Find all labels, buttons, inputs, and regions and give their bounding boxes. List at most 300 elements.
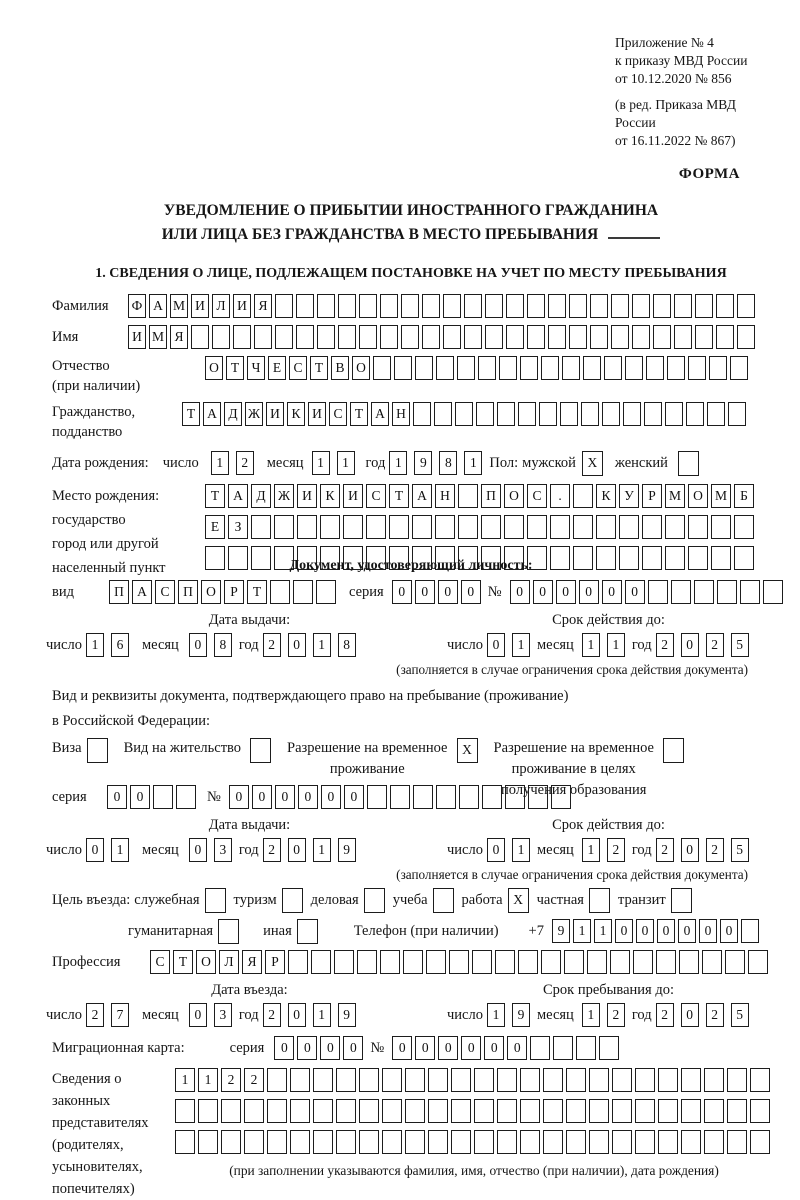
- char-box[interactable]: [527, 294, 545, 318]
- char-box[interactable]: [725, 950, 745, 974]
- char-box[interactable]: [520, 1130, 540, 1154]
- char-box[interactable]: 0: [86, 838, 104, 862]
- char-box[interactable]: 0: [297, 1036, 317, 1060]
- char-box[interactable]: [737, 294, 755, 318]
- char-box[interactable]: [678, 451, 699, 476]
- char-box[interactable]: [221, 1099, 241, 1123]
- char-box[interactable]: 5: [731, 838, 749, 862]
- char-box[interactable]: X: [508, 888, 529, 913]
- char-box[interactable]: [415, 356, 433, 380]
- char-box[interactable]: [359, 294, 377, 318]
- char-box[interactable]: [405, 1068, 425, 1092]
- char-box[interactable]: [635, 1068, 655, 1092]
- char-box[interactable]: [530, 1036, 550, 1060]
- char-box[interactable]: [316, 580, 336, 604]
- char-box[interactable]: [403, 950, 423, 974]
- char-box[interactable]: [428, 1130, 448, 1154]
- char-box[interactable]: 1: [111, 838, 129, 862]
- char-box[interactable]: [459, 785, 479, 809]
- char-box[interactable]: [573, 515, 593, 539]
- char-box[interactable]: 0: [625, 580, 645, 604]
- char-box[interactable]: [505, 785, 525, 809]
- char-box[interactable]: [727, 1130, 747, 1154]
- char-box[interactable]: 0: [681, 1003, 699, 1027]
- char-box[interactable]: 0: [510, 580, 530, 604]
- char-box[interactable]: [566, 1099, 586, 1123]
- char-box[interactable]: [297, 515, 317, 539]
- char-box[interactable]: [336, 1130, 356, 1154]
- char-box[interactable]: А: [203, 402, 221, 426]
- char-box[interactable]: 9: [414, 451, 432, 475]
- char-box[interactable]: 0: [636, 919, 654, 943]
- char-box[interactable]: [550, 515, 570, 539]
- char-box[interactable]: М: [149, 325, 167, 349]
- char-box[interactable]: Е: [268, 356, 286, 380]
- char-box[interactable]: Т: [310, 356, 328, 380]
- char-box[interactable]: [472, 950, 492, 974]
- char-box[interactable]: 0: [298, 785, 318, 809]
- char-box[interactable]: [218, 919, 239, 944]
- char-box[interactable]: [434, 402, 452, 426]
- char-box[interactable]: [541, 950, 561, 974]
- char-box[interactable]: [589, 1068, 609, 1092]
- char-box[interactable]: 2: [221, 1068, 241, 1092]
- char-box[interactable]: [357, 950, 377, 974]
- char-box[interactable]: [589, 1130, 609, 1154]
- char-box[interactable]: Д: [251, 484, 271, 508]
- char-box[interactable]: И: [308, 402, 326, 426]
- char-box[interactable]: [619, 515, 639, 539]
- char-box[interactable]: [635, 1099, 655, 1123]
- char-box[interactable]: Я: [242, 950, 262, 974]
- char-box[interactable]: [583, 356, 601, 380]
- char-box[interactable]: [435, 515, 455, 539]
- char-box[interactable]: [750, 1068, 770, 1092]
- char-box[interactable]: [382, 1099, 402, 1123]
- char-box[interactable]: [175, 1099, 195, 1123]
- char-box[interactable]: [413, 785, 433, 809]
- char-box[interactable]: Я: [170, 325, 188, 349]
- char-box[interactable]: С: [289, 356, 307, 380]
- char-box[interactable]: 0: [274, 1036, 294, 1060]
- char-box[interactable]: 5: [731, 633, 749, 657]
- char-box[interactable]: 6: [111, 633, 129, 657]
- char-box[interactable]: [681, 1099, 701, 1123]
- char-box[interactable]: [694, 580, 714, 604]
- char-box[interactable]: [382, 1068, 402, 1092]
- char-box[interactable]: 3: [214, 838, 232, 862]
- char-box[interactable]: [293, 580, 313, 604]
- char-box[interactable]: [658, 1068, 678, 1092]
- char-box[interactable]: [317, 325, 335, 349]
- char-box[interactable]: 2: [656, 1003, 674, 1027]
- char-box[interactable]: [497, 1068, 517, 1092]
- char-box[interactable]: 1: [582, 633, 600, 657]
- char-box[interactable]: [296, 294, 314, 318]
- char-box[interactable]: Б: [734, 484, 754, 508]
- char-box[interactable]: 0: [107, 785, 127, 809]
- char-box[interactable]: [176, 785, 196, 809]
- char-box[interactable]: [290, 1099, 310, 1123]
- char-box[interactable]: [282, 888, 303, 913]
- char-box[interactable]: [573, 484, 593, 508]
- char-box[interactable]: Ф: [128, 294, 146, 318]
- char-box[interactable]: [428, 1099, 448, 1123]
- char-box[interactable]: [455, 402, 473, 426]
- char-box[interactable]: К: [596, 484, 616, 508]
- char-box[interactable]: [727, 1099, 747, 1123]
- char-box[interactable]: [290, 1130, 310, 1154]
- char-box[interactable]: [311, 950, 331, 974]
- char-box[interactable]: [153, 785, 173, 809]
- char-box[interactable]: [688, 356, 706, 380]
- char-box[interactable]: 0: [461, 1036, 481, 1060]
- char-box[interactable]: [665, 515, 685, 539]
- char-box[interactable]: [497, 1130, 517, 1154]
- char-box[interactable]: [716, 325, 734, 349]
- char-box[interactable]: [589, 888, 610, 913]
- char-box[interactable]: 2: [656, 838, 674, 862]
- char-box[interactable]: 1: [313, 1003, 331, 1027]
- char-box[interactable]: [334, 950, 354, 974]
- char-box[interactable]: 8: [338, 633, 356, 657]
- char-box[interactable]: [604, 356, 622, 380]
- char-box[interactable]: [573, 546, 593, 570]
- char-box[interactable]: 1: [86, 633, 104, 657]
- char-box[interactable]: [267, 1068, 287, 1092]
- char-box[interactable]: У: [619, 484, 639, 508]
- char-box[interactable]: [205, 546, 225, 570]
- char-box[interactable]: [478, 356, 496, 380]
- char-box[interactable]: [581, 402, 599, 426]
- char-box[interactable]: [443, 294, 461, 318]
- char-box[interactable]: 0: [189, 838, 207, 862]
- char-box[interactable]: 0: [487, 633, 505, 657]
- char-box[interactable]: 0: [615, 919, 633, 943]
- char-box[interactable]: [566, 1130, 586, 1154]
- char-box[interactable]: [451, 1099, 471, 1123]
- char-box[interactable]: [457, 356, 475, 380]
- char-box[interactable]: 0: [556, 580, 576, 604]
- char-box[interactable]: 0: [438, 580, 458, 604]
- char-box[interactable]: [632, 294, 650, 318]
- char-box[interactable]: С: [527, 484, 547, 508]
- char-box[interactable]: [717, 580, 737, 604]
- char-box[interactable]: [569, 294, 587, 318]
- char-box[interactable]: Н: [392, 402, 410, 426]
- char-box[interactable]: [560, 402, 578, 426]
- char-box[interactable]: [541, 356, 559, 380]
- char-box[interactable]: П: [109, 580, 129, 604]
- char-box[interactable]: [436, 785, 456, 809]
- char-box[interactable]: [520, 356, 538, 380]
- char-box[interactable]: [313, 1130, 333, 1154]
- char-box[interactable]: 1: [337, 451, 355, 475]
- char-box[interactable]: [267, 1130, 287, 1154]
- char-box[interactable]: 8: [214, 633, 232, 657]
- char-box[interactable]: [548, 294, 566, 318]
- char-box[interactable]: М: [711, 484, 731, 508]
- char-box[interactable]: [695, 325, 713, 349]
- char-box[interactable]: [290, 1068, 310, 1092]
- char-box[interactable]: [481, 515, 501, 539]
- char-box[interactable]: [426, 950, 446, 974]
- char-box[interactable]: [198, 1130, 218, 1154]
- char-box[interactable]: [750, 1130, 770, 1154]
- char-box[interactable]: Т: [389, 484, 409, 508]
- char-box[interactable]: [644, 402, 662, 426]
- char-box[interactable]: [405, 1099, 425, 1123]
- char-box[interactable]: Ж: [245, 402, 263, 426]
- char-box[interactable]: [602, 402, 620, 426]
- char-box[interactable]: [518, 950, 538, 974]
- char-box[interactable]: 0: [343, 1036, 363, 1060]
- char-box[interactable]: 5: [731, 1003, 749, 1027]
- char-box[interactable]: 0: [415, 1036, 435, 1060]
- char-box[interactable]: [704, 1130, 724, 1154]
- char-box[interactable]: [667, 356, 685, 380]
- char-box[interactable]: Р: [642, 484, 662, 508]
- char-box[interactable]: [566, 1068, 586, 1092]
- char-box[interactable]: Е: [205, 515, 225, 539]
- char-box[interactable]: И: [266, 402, 284, 426]
- char-box[interactable]: 0: [321, 785, 341, 809]
- char-box[interactable]: Р: [224, 580, 244, 604]
- char-box[interactable]: Т: [173, 950, 193, 974]
- char-box[interactable]: [562, 356, 580, 380]
- char-box[interactable]: 2: [656, 633, 674, 657]
- char-box[interactable]: 9: [512, 1003, 530, 1027]
- char-box[interactable]: 0: [320, 1036, 340, 1060]
- char-box[interactable]: О: [352, 356, 370, 380]
- char-box[interactable]: [405, 1130, 425, 1154]
- char-box[interactable]: [520, 1099, 540, 1123]
- char-box[interactable]: Р: [265, 950, 285, 974]
- char-box[interactable]: [707, 402, 725, 426]
- char-box[interactable]: Т: [350, 402, 368, 426]
- char-box[interactable]: А: [371, 402, 389, 426]
- char-box[interactable]: [548, 325, 566, 349]
- char-box[interactable]: [716, 294, 734, 318]
- char-box[interactable]: [551, 785, 571, 809]
- char-box[interactable]: [221, 1130, 241, 1154]
- char-box[interactable]: [233, 325, 251, 349]
- char-box[interactable]: [611, 294, 629, 318]
- char-box[interactable]: [251, 515, 271, 539]
- char-box[interactable]: [401, 294, 419, 318]
- char-box[interactable]: [267, 1099, 287, 1123]
- char-box[interactable]: [359, 1130, 379, 1154]
- char-box[interactable]: М: [170, 294, 188, 318]
- char-box[interactable]: 0: [288, 633, 306, 657]
- char-box[interactable]: Л: [219, 950, 239, 974]
- char-box[interactable]: [528, 785, 548, 809]
- char-box[interactable]: [449, 950, 469, 974]
- char-box[interactable]: А: [228, 484, 248, 508]
- char-box[interactable]: Т: [247, 580, 267, 604]
- char-box[interactable]: [711, 515, 731, 539]
- char-box[interactable]: [474, 1068, 494, 1092]
- char-box[interactable]: 0: [681, 633, 699, 657]
- char-box[interactable]: 9: [338, 1003, 356, 1027]
- char-box[interactable]: [704, 1068, 724, 1092]
- char-box[interactable]: [569, 325, 587, 349]
- char-box[interactable]: 2: [706, 838, 724, 862]
- char-box[interactable]: 0: [657, 919, 675, 943]
- char-box[interactable]: [590, 325, 608, 349]
- char-box[interactable]: [702, 950, 722, 974]
- char-box[interactable]: [504, 515, 524, 539]
- char-box[interactable]: 0: [507, 1036, 527, 1060]
- char-box[interactable]: 2: [706, 1003, 724, 1027]
- char-box[interactable]: С: [155, 580, 175, 604]
- char-box[interactable]: [679, 950, 699, 974]
- char-box[interactable]: 9: [338, 838, 356, 862]
- char-box[interactable]: 7: [111, 1003, 129, 1027]
- char-box[interactable]: З: [228, 515, 248, 539]
- char-box[interactable]: [730, 356, 748, 380]
- char-box[interactable]: [727, 1068, 747, 1092]
- char-box[interactable]: [590, 294, 608, 318]
- char-box[interactable]: [390, 785, 410, 809]
- char-box[interactable]: 1: [487, 1003, 505, 1027]
- char-box[interactable]: 2: [263, 633, 281, 657]
- char-box[interactable]: 0: [189, 1003, 207, 1027]
- char-box[interactable]: 0: [392, 1036, 412, 1060]
- char-box[interactable]: [646, 356, 664, 380]
- char-box[interactable]: [740, 580, 760, 604]
- char-box[interactable]: 2: [244, 1068, 264, 1092]
- char-box[interactable]: [495, 950, 515, 974]
- char-box[interactable]: И: [343, 484, 363, 508]
- char-box[interactable]: Ч: [247, 356, 265, 380]
- char-box[interactable]: [653, 294, 671, 318]
- char-box[interactable]: [251, 546, 271, 570]
- char-box[interactable]: Я: [254, 294, 272, 318]
- char-box[interactable]: [336, 1068, 356, 1092]
- char-box[interactable]: [527, 325, 545, 349]
- char-box[interactable]: [587, 950, 607, 974]
- char-box[interactable]: 2: [236, 451, 254, 475]
- char-box[interactable]: [681, 1068, 701, 1092]
- char-box[interactable]: [367, 785, 387, 809]
- char-box[interactable]: 0: [484, 1036, 504, 1060]
- char-box[interactable]: 0: [252, 785, 272, 809]
- char-box[interactable]: [389, 515, 409, 539]
- char-box[interactable]: [464, 294, 482, 318]
- char-box[interactable]: С: [329, 402, 347, 426]
- char-box[interactable]: 8: [439, 451, 457, 475]
- char-box[interactable]: [380, 294, 398, 318]
- char-box[interactable]: [394, 356, 412, 380]
- char-box[interactable]: [734, 515, 754, 539]
- char-box[interactable]: [320, 515, 340, 539]
- char-box[interactable]: [401, 325, 419, 349]
- char-box[interactable]: [576, 1036, 596, 1060]
- char-box[interactable]: [359, 1099, 379, 1123]
- char-box[interactable]: А: [132, 580, 152, 604]
- char-box[interactable]: 1: [464, 451, 482, 475]
- char-box[interactable]: 0: [344, 785, 364, 809]
- char-box[interactable]: [658, 1130, 678, 1154]
- char-box[interactable]: [373, 356, 391, 380]
- char-box[interactable]: [250, 738, 271, 763]
- char-box[interactable]: [198, 1099, 218, 1123]
- char-box[interactable]: [506, 325, 524, 349]
- char-box[interactable]: 1: [389, 451, 407, 475]
- char-box[interactable]: [633, 950, 653, 974]
- char-box[interactable]: К: [320, 484, 340, 508]
- char-box[interactable]: [212, 325, 230, 349]
- char-box[interactable]: А: [149, 294, 167, 318]
- char-box[interactable]: [539, 402, 557, 426]
- char-box[interactable]: [653, 325, 671, 349]
- char-box[interactable]: О: [688, 484, 708, 508]
- char-box[interactable]: [412, 515, 432, 539]
- char-box[interactable]: [422, 325, 440, 349]
- char-box[interactable]: [681, 1130, 701, 1154]
- char-box[interactable]: [711, 546, 731, 570]
- char-box[interactable]: С: [366, 484, 386, 508]
- char-box[interactable]: [543, 1130, 563, 1154]
- char-box[interactable]: 0: [392, 580, 412, 604]
- char-box[interactable]: 0: [681, 838, 699, 862]
- char-box[interactable]: [313, 1099, 333, 1123]
- char-box[interactable]: 2: [263, 1003, 281, 1027]
- char-box[interactable]: 0: [678, 919, 696, 943]
- char-box[interactable]: [737, 325, 755, 349]
- char-box[interactable]: 1: [573, 919, 591, 943]
- char-box[interactable]: 3: [214, 1003, 232, 1027]
- char-box[interactable]: 0: [487, 838, 505, 862]
- char-box[interactable]: [338, 294, 356, 318]
- char-box[interactable]: [665, 402, 683, 426]
- char-box[interactable]: [497, 402, 515, 426]
- char-box[interactable]: 0: [461, 580, 481, 604]
- char-box[interactable]: 1: [198, 1068, 218, 1092]
- char-box[interactable]: Т: [226, 356, 244, 380]
- char-box[interactable]: 1: [582, 1003, 600, 1027]
- char-box[interactable]: 0: [438, 1036, 458, 1060]
- char-box[interactable]: И: [297, 484, 317, 508]
- char-box[interactable]: 1: [512, 838, 530, 862]
- char-box[interactable]: [518, 402, 536, 426]
- char-box[interactable]: 0: [699, 919, 717, 943]
- char-box[interactable]: И: [128, 325, 146, 349]
- char-box[interactable]: [763, 580, 783, 604]
- char-box[interactable]: П: [481, 484, 501, 508]
- char-box[interactable]: [382, 1130, 402, 1154]
- char-box[interactable]: [728, 402, 746, 426]
- char-box[interactable]: [288, 950, 308, 974]
- char-box[interactable]: 1: [594, 919, 612, 943]
- char-box[interactable]: [499, 356, 517, 380]
- char-box[interactable]: 1: [312, 451, 330, 475]
- char-box[interactable]: [656, 950, 676, 974]
- char-box[interactable]: [642, 515, 662, 539]
- char-box[interactable]: 2: [263, 838, 281, 862]
- char-box[interactable]: [648, 580, 668, 604]
- char-box[interactable]: 2: [86, 1003, 104, 1027]
- char-box[interactable]: 0: [602, 580, 622, 604]
- char-box[interactable]: 0: [189, 633, 207, 657]
- char-box[interactable]: [482, 785, 502, 809]
- char-box[interactable]: И: [191, 294, 209, 318]
- char-box[interactable]: С: [150, 950, 170, 974]
- char-box[interactable]: Н: [435, 484, 455, 508]
- char-box[interactable]: [688, 515, 708, 539]
- char-box[interactable]: Т: [182, 402, 200, 426]
